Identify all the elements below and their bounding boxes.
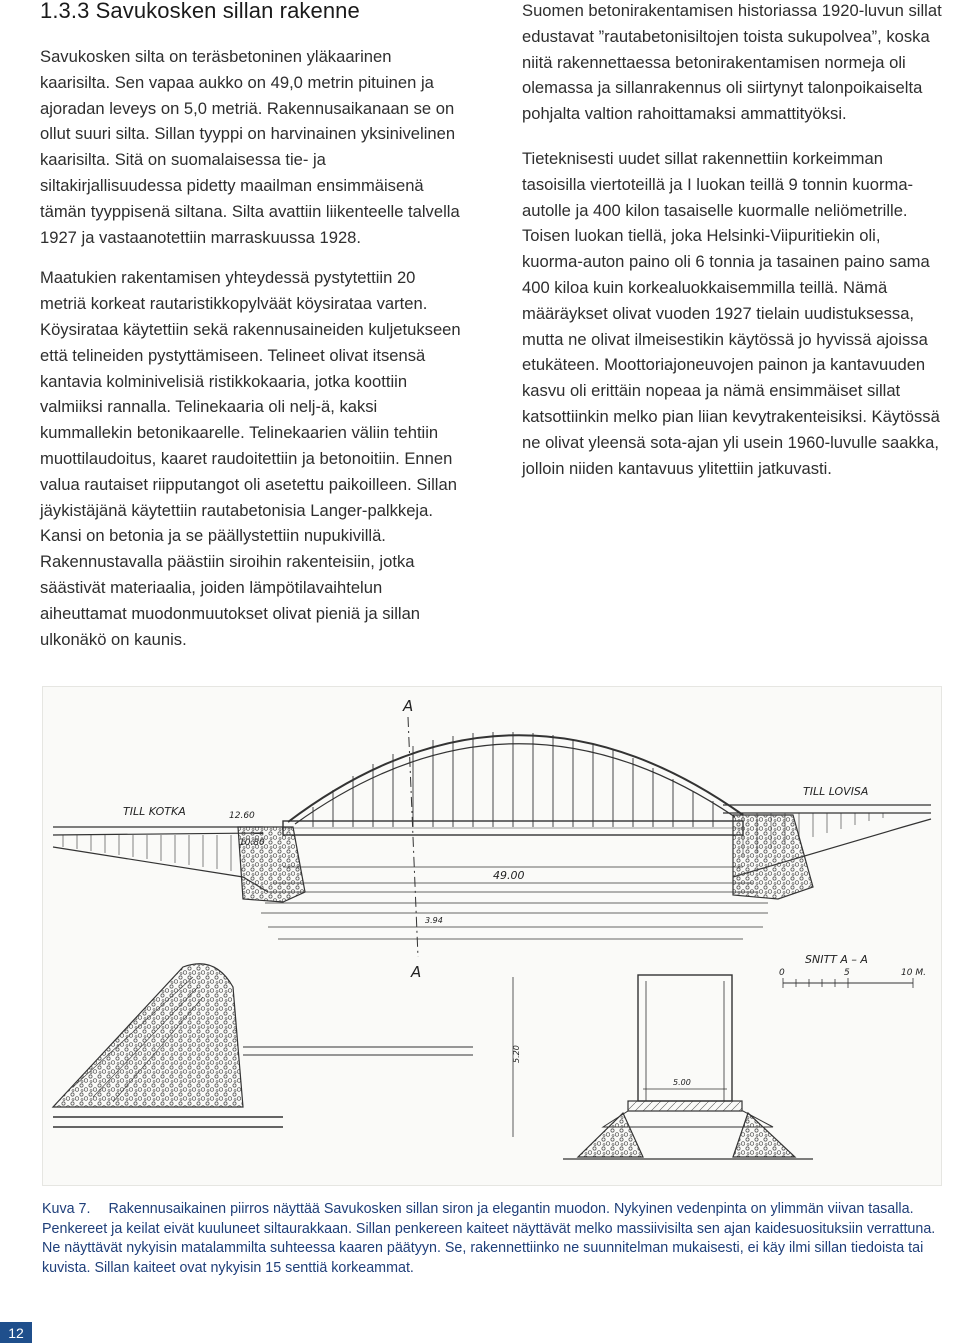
section-mark-bottom: A — [411, 963, 422, 981]
width-label: 5.00 — [673, 1078, 691, 1087]
section-heading: 1.3.3 Savukosken sillan rakenne — [40, 0, 360, 23]
level-left-2-label: 10.80 — [239, 838, 265, 848]
caption-text: Rakennusaikainen piirros näyttää Savukosken sillan siron ja elegantin muodon. Nykyinen vedenpinta on ylimmän viivan tasalla. Penkereet ja keilat eivät kuuluneet siltaurakkaan. Sillan penkereen kaiteet näyttävät melko massiivisilta sen ajan kaidesuosituksiin verrattuna. Ne näyttävät nykyisin matalammilta suhteessa kaaren päätyyn. Se, rakennettiinko ne suunnitelman mukaisesti, ei käy ilmi sillan tiedoista tai kuvista. Sillan kaiteet ovat nykyisin 15 senttiä korkeammat. — [42, 1201, 936, 1276]
height-label: 5.20 — [512, 1045, 521, 1063]
right-paragraph-2: Tieteknisesti uudet sillat rakennettiin korkeimman tasoisilla viertoteillä ja I luokan teillä 9 tonnin kuorma-autolle ja 400 kilon tasaiselle kuormalle neliömetrille. Toisen luokan tiellä, joka Helsinki-Viipuritiekin oli, kuorma-auton paino oli 6 tonnia ja tasainen paino sama 400 kiloa kuin korkealuokkaisemmilla teillä. Nämä määräykset olivat vuoden 1927 tielain uudistuksessa, mutta ne olivat ilmeisestikin käytössä jo hyvissä ajoissa etukäteen. Moottoriajoneuvojen painon ja kantavuuden kasvu oli erittäin nopeaa ja nämä ensimmäiset sillat katsottiinkin melko pian liian kevytrakenteisiksi. Käytössä ne olivat yleensä sota-ajan yli usein 1960-luvulle saakka, jolloin niiden kantavuus ylitettiin jatkuvasti. — [522, 148, 940, 478]
bridge-drawing — [43, 687, 941, 1185]
bridge-arch — [288, 732, 743, 827]
cone-plan — [53, 964, 473, 1127]
cross-section — [563, 975, 813, 1159]
bridge-drawing-figure — [42, 686, 942, 1186]
scale-10-label: 10 M. — [901, 968, 926, 978]
section-mark-top: A — [403, 697, 414, 715]
span-label: 49.00 — [493, 869, 525, 882]
right-abutment — [733, 815, 813, 899]
left-text-column — [40, 44, 466, 652]
scale-5-label: 5 — [844, 968, 850, 978]
scale-bar — [783, 978, 913, 988]
left-paragraph-2: Maatukien rakentamisen yhteydessä pystytettiin 20 metriä korkeat rautaristikkopylväät köysirataa varten. Köysirataa käytettiin sekä rakennusaineiden kuljetukseen että telineiden pystyttämiseen. Telineet olivat itsensä kantavia kolminivelisiä ristikkokaaria, jotka koottiin valmiiksi rannalla. Telinekaaria oli nelj-ä, kaksi kummallekin betonikaarelle. Telinekaarien väliin tehtiin muottilaudoitus, kaaret raudoitettiin ja betonoitiin. Ennen valua rautaiset riipputangot oli asetettu paikoilleen. Sillan jäykistäjänä käytettiin rautabetonisia Langer-palkkeja. Kansi on betonia ja se päällystettiin nupukivillä. Rakennustavalla päästiin siroihin rakenteisiin, jotka säästivät materiaalia, joiden lämpötilavaihtelun aiheuttamat muodonmuutokset olivat pieniä ja sillan ulkonäkö on kaunis. — [40, 268, 461, 649]
water-level-label: 3.94 — [425, 916, 443, 925]
level-left-label: 12.60 — [229, 811, 255, 821]
scale-0-label: 0 — [779, 968, 785, 978]
left-embankment — [53, 827, 268, 892]
figure-caption — [42, 1200, 944, 1278]
right-paragraph-1: Suomen betonirakentamisen historiassa 1920-luvun sillat edustavat ”rautabetonisiltojen toista sukupolvea”, koska niitä rakennettaessa betonirakentamisen normeja oli olemassa ja sillanrakennus oli siirtynyt talonpoikaiselta pohjalta valtion rahoittamaksi ammattityöksi. — [522, 1, 942, 124]
right-text-column — [522, 0, 942, 481]
left-paragraph-1: Savukosken silta on teräsbetoninen yläkaarinen kaarisilta. Sen vapaa aukko on 49,0 metrin pituinen ja ajoradan leveys on 5,0 metriä. Rakennusaikanaan se on ollut suuri silta. Sillan tyyppi on harvinainen yksinivelinen kaarisilta. Sitä on suomalaisessa tie- ja siltakirjallisuudessa pidetty maailman ensimmäisenä tämän tyyppisenä siltana. Silta avattiin liikenteelle talvella 1927 ja vastaanotettiin marraskuussa 1928. — [40, 47, 460, 247]
left-direction-label: TILL KOTKA — [123, 805, 186, 818]
right-direction-label: TILL LOVISA — [803, 785, 869, 798]
caption-label: Kuva 7. — [42, 1201, 91, 1217]
page-number: 12 — [8, 1325, 24, 1341]
section-title: SNITT A – A — [805, 953, 868, 966]
